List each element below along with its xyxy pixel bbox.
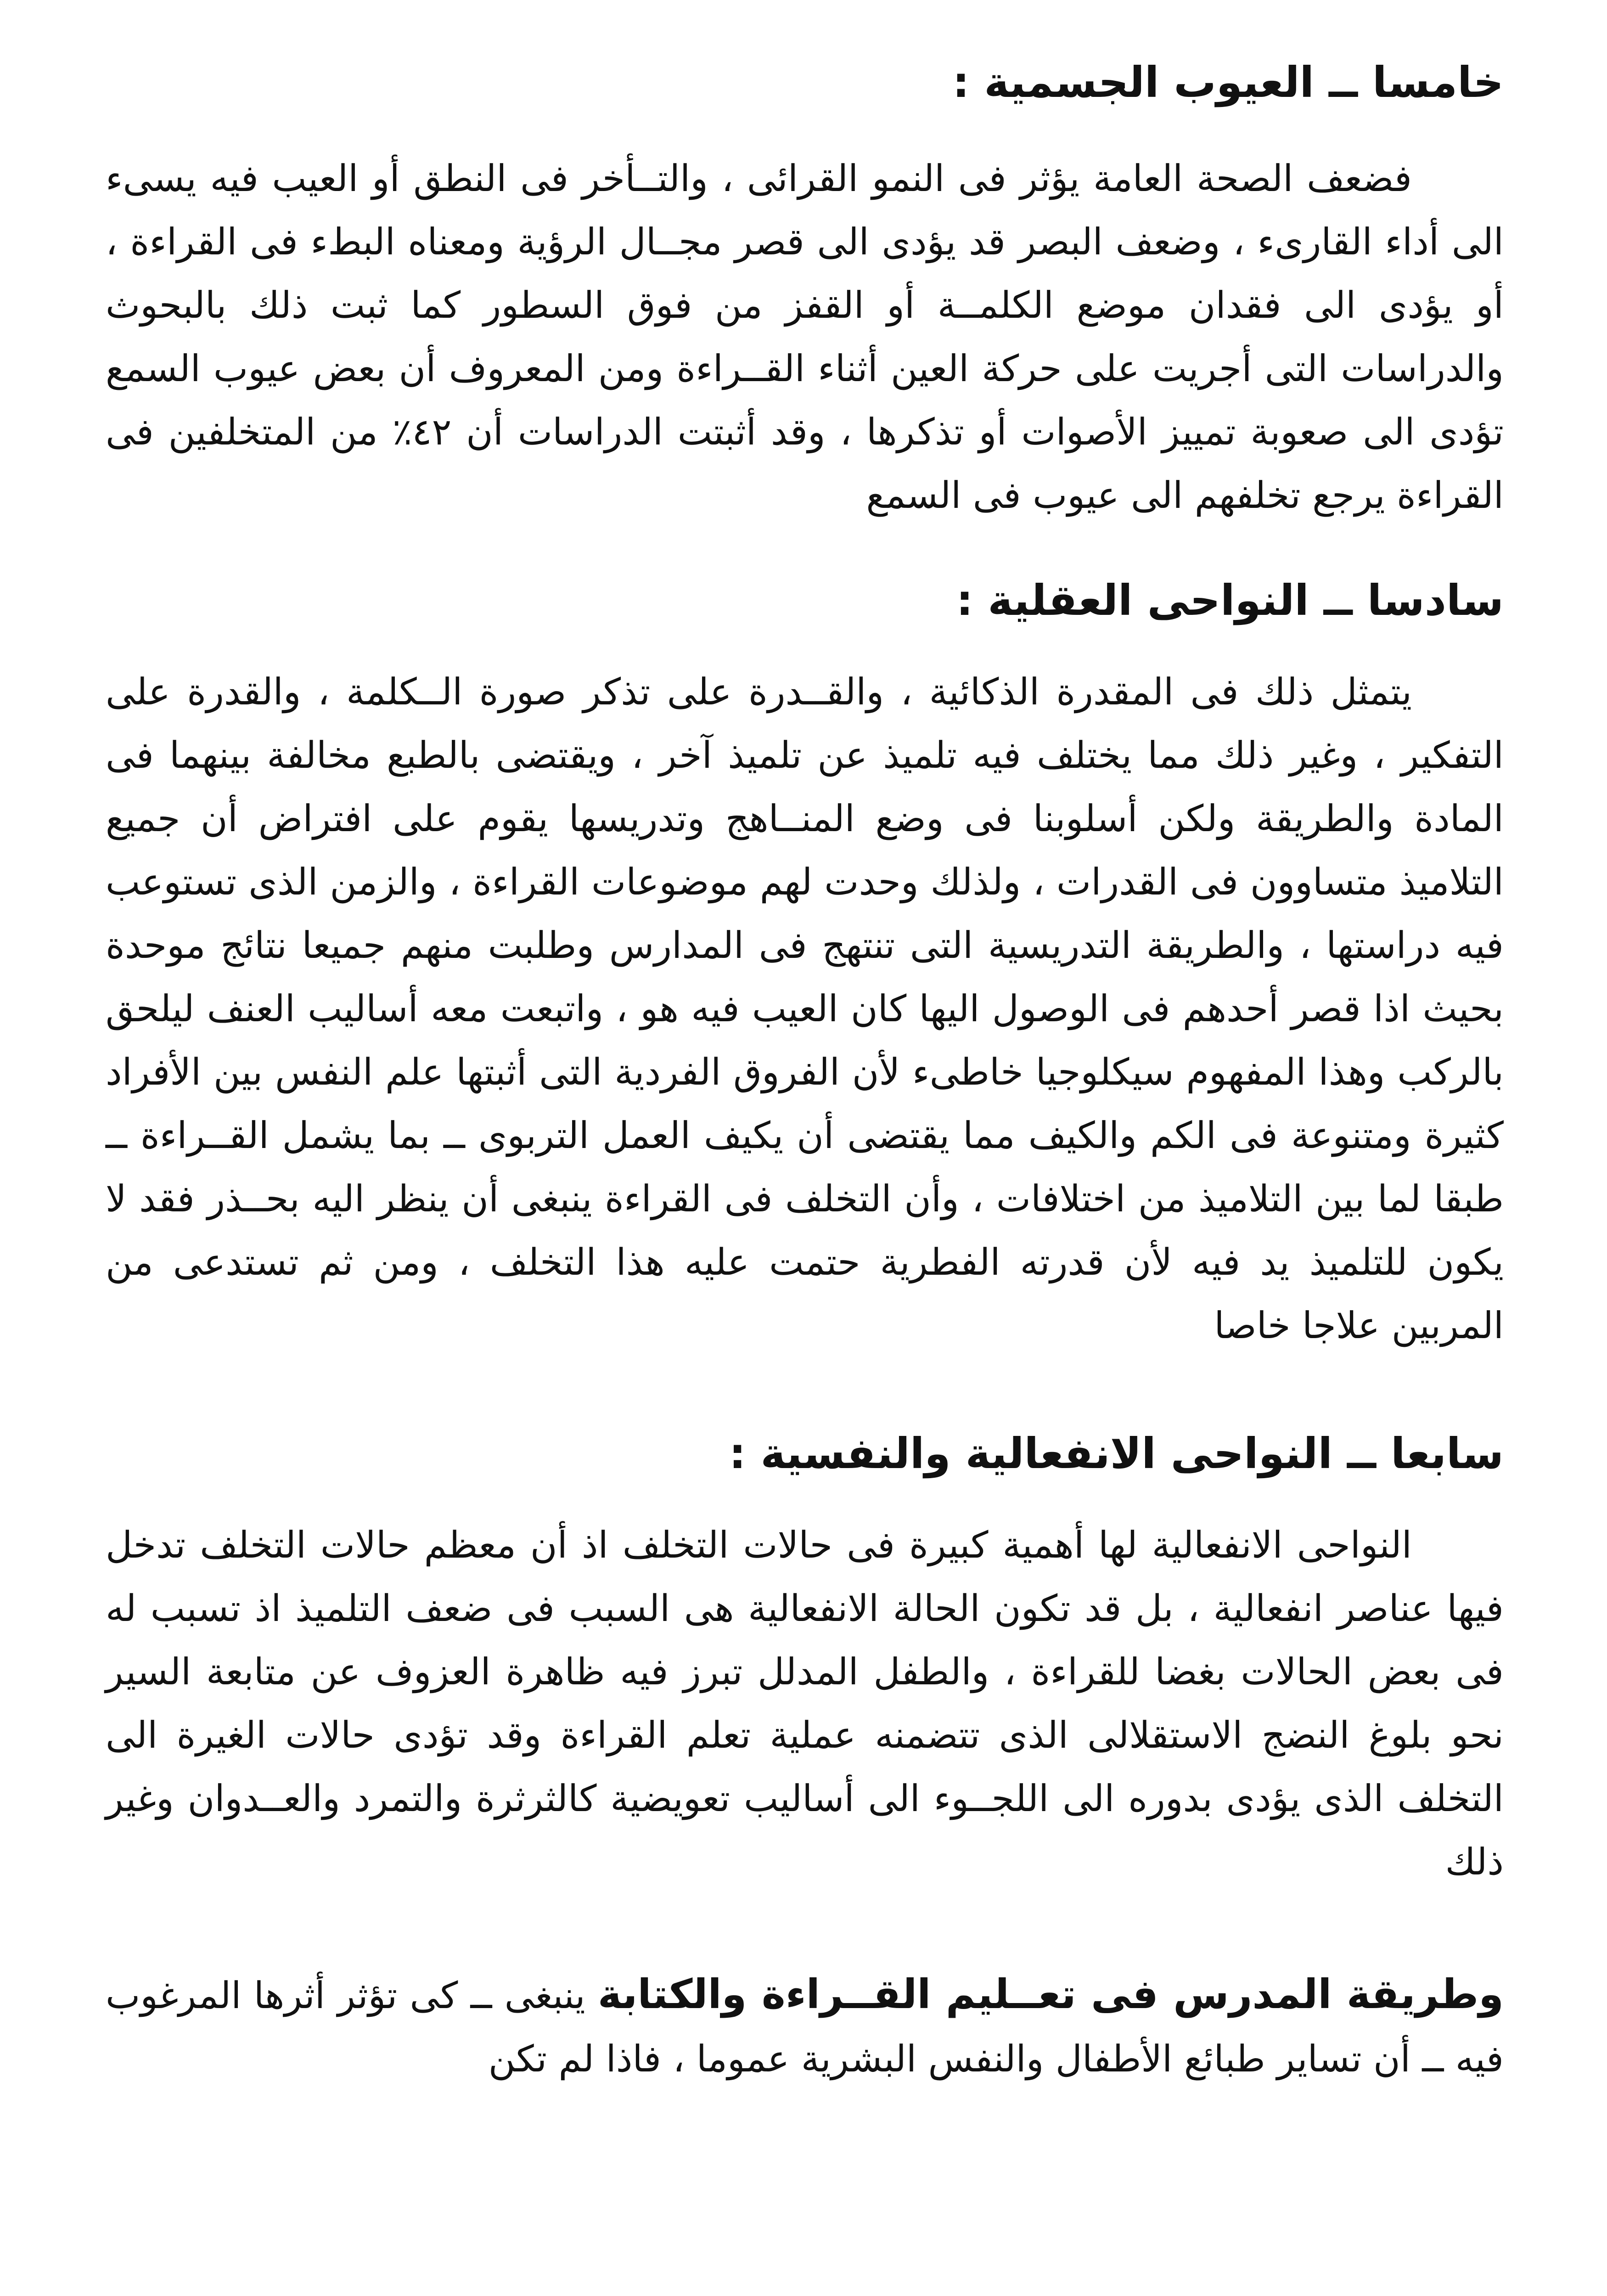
section-body-seventh: النواحى الانفعالية لها أهمية كبيرة فى حالات التخلف اذ أن معظم حالات التخلف تدخل فيها عناصر انفعالية ، بل قد تكون الحالة الانفعالية هى السبب فى ضعف التلميذ اذ تسبب له فى بعض الحالات بغضا للقراءة ، والطفل المدلل تبرز فيه ظاهرة العزوف عن متابعة السير نحو بلوغ النضج الاستقلالى الذى تتضمنه عملية تعلم القراءة وقد تؤدى حالات الغيرة الى التخلف الذى يؤدى بدوره الى اللجــوء الى أساليب تعويضية كالثرثرة والتمرد والعــدوان وغير ذلك [106, 1524, 1504, 1883]
section-heading-seventh: سابعا ــ النواحى الانفعالية والنفسية : [729, 1429, 1504, 1478]
closing-paragraph [106, 1963, 1504, 2091]
document-page [106, 51, 1504, 2296]
closing-lead-text: وطريقة المدرس فى تعــليم القــراءة والكتابة [597, 1970, 1504, 2018]
section-heading-sixth: سادسا ــ النواحى العقلية : [956, 576, 1504, 625]
section-body-fifth: فضعف الصحة العامة يؤثر فى النمو القرائى ، والتــأخر فى النطق أو العيب فيه يسىء الى أداء القارىء ، وضعف البصر قد يؤدى الى قصر مجــال الرؤية ومعناه البطء فى القراءة ، أو يؤدى الى فقدان موضع الكلمــة أو القفز من فوق السطور كما ثبت ذلك بالبحوث والدراسات التى أجريت على حركة العين أثناء القــراءة ومن المعروف أن بعض عيوب السمع تؤدى الى صعوبة تمييز الأصوات أو تذكرها ، وقد أثبتت الدراسات أن ٤٢٪ من المتخلفين فى القراءة يرجع تخلفهم الى عيوب فى السمع [106, 157, 1504, 517]
closing-body-text: ينبغى ــ كى تؤثر أثرها المرغوب فيه ــ أن تساير طبائع الأطفال والنفس البشرية عموما ، فاذا لم تكن [106, 1974, 1504, 2080]
section-body-sixth: يتمثل ذلك فى المقدرة الذكائية ، والقــدرة على تذكر صورة الــكلمة ، والقدرة على التفكير ، وغير ذلك مما يختلف فيه تلميذ عن تلميذ آخر ، ويقتضى بالطبع مخالفة بينهما فى المادة والطريقة ولكن أسلوبنا فى وضع المنــاهج وتدريسها يقوم على افتراض أن جميع التلاميذ متساوون فى القدرات ، ولذلك وحدت لهم موضوعات القراءة ، والزمن الذى تستوعب فيه دراستها ، والطريقة التدريسية التى تنتهج فى المدارس وطلبت منهم جميعا نتائج موحدة بحيث اذا قصر أحدهم فى الوصول اليها كان العيب فيه هو ، واتبعت معه أساليب العنف ليلحق بالركب وهذا المفهوم سيكلوجيا خاطىء لأن الفروق الفردية التى أثبتها علم النفس بين الأفراد كثيرة ومتنوعة فى الكم والكيف مما يقتضى أن يكيف العمل التربوى ــ بما يشمل القــراءة ــ طبقا لما بين التلاميذ من اختلافات ، وأن التخلف فى القراءة ينبغى أن ينظر اليه بحــذر فقد لا يكون للتلميذ يد فيه لأن قدرته الفطرية حتمت عليه هذا التخلف ، ومن ثم تستدعى من المربين علاجا خاصا [106, 670, 1504, 1347]
section-heading-fifth: خامسا ــ العيوب الجسمية : [952, 58, 1504, 107]
